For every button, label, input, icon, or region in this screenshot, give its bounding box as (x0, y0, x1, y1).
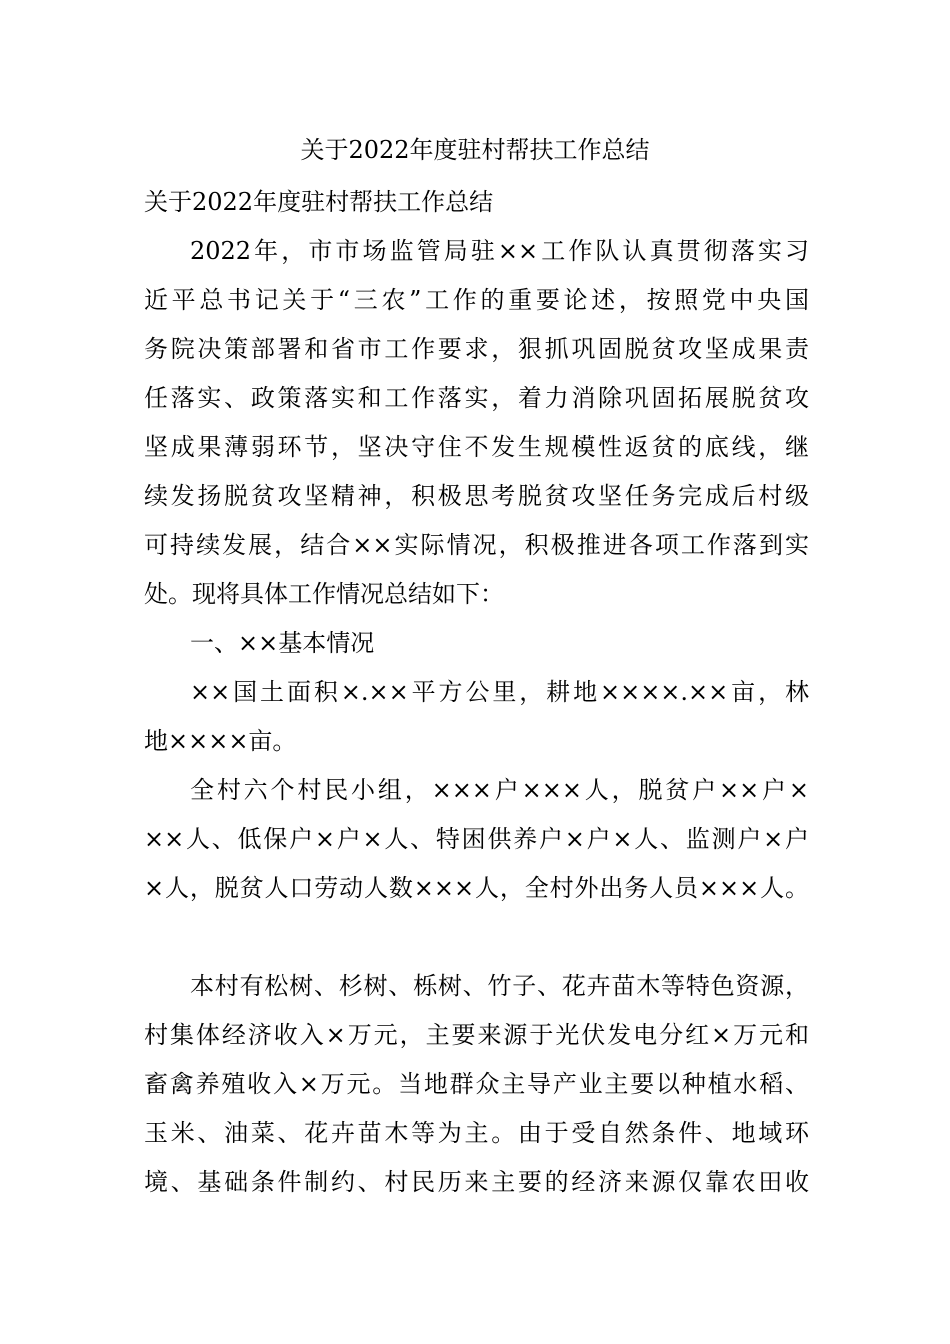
paragraph-line: 续发扬脱贫攻坚精神，积极思考脱贫攻坚任务完成后村级 (144, 482, 809, 510)
paragraph-line: ××人、低保户×户×人、特困供养户×户×人、监测户×户 (144, 825, 809, 853)
document-subtitle: 关于2022年度驻村帮扶工作总结 (144, 188, 494, 216)
document-title: 关于2022年度驻村帮扶工作总结 (300, 136, 650, 164)
paragraph-line: 任落实、政策落实和工作落实，着力消除巩固拓展脱贫攻 (144, 384, 809, 412)
area-paragraph (144, 668, 809, 766)
paragraph-line: 可持续发展，结合××实际情况，积极推进各项工作落到实 (144, 531, 809, 559)
paragraph-line: ××国土面积×.××平方公里，耕地××××.××亩，林 (190, 678, 809, 706)
population-paragraph (144, 766, 809, 913)
paragraph-gap (144, 913, 809, 962)
paragraph-line: 地××××亩。 (144, 727, 297, 755)
paragraph-line: 玉米、油菜、花卉苗木等为主。由于受自然条件、地域环 (144, 1119, 809, 1147)
paragraph-line: 境、基础条件制约、村民历来主要的经济来源仅靠农田收 (144, 1168, 809, 1196)
paragraph-line: 全村六个村民小组，×××户×××人，脱贫户××户× (190, 776, 809, 804)
paragraph-line: ×人，脱贫人口劳动人数×××人，全村外出务人员×××人。 (144, 874, 809, 902)
paragraph-line: 畜禽养殖收入×万元。当地群众主导产业主要以种植水稻、 (144, 1070, 809, 1098)
section-heading: 一、××基本情况 (190, 629, 375, 657)
paragraph-line: 务院决策部署和省市工作要求，狠抓巩固脱贫攻坚成果责 (144, 335, 809, 363)
paragraph-line: 村集体经济收入×万元，主要来源于光伏发电分红×万元和 (144, 1021, 809, 1049)
paragraph-line: 本村有松树、杉树、栎树、竹子、花卉苗木等特色资源， (190, 972, 809, 1000)
paragraph-line: 坚成果薄弱环节，坚决守住不发生规模性返贫的底线，继 (144, 433, 809, 461)
paragraph-line: 近平总书记关于“三农”工作的重要论述，按照党中央国 (144, 286, 809, 314)
intro-paragraph (144, 227, 809, 619)
document-body (144, 178, 809, 1207)
resource-paragraph (144, 962, 809, 1207)
paragraph-line: 处。现将具体工作情况总结如下： (144, 580, 504, 608)
paragraph-line: 2022年，市市场监管局驻××工作队认真贯彻落实习 (190, 237, 809, 265)
